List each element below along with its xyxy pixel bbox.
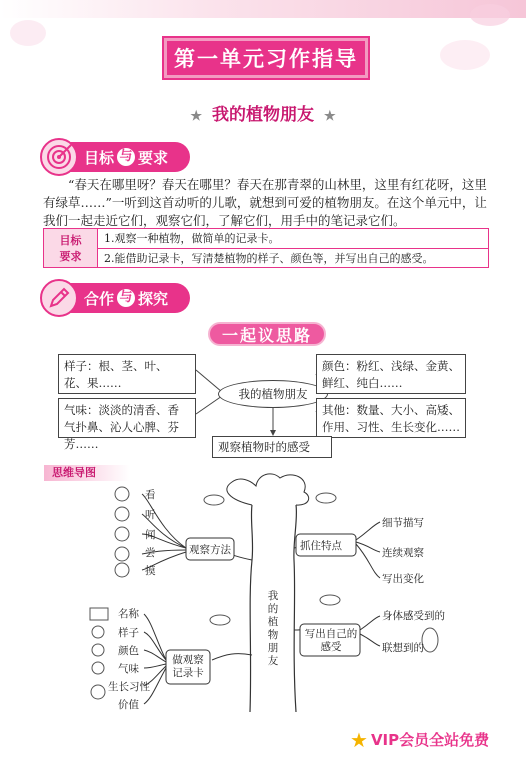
card-item: 名称: [118, 608, 139, 620]
idea-box-other: 其他：数量、大小、高矮、作用、习性、生长变化……: [316, 398, 466, 438]
feature-node: 抓住特点: [300, 540, 342, 552]
idea-box-feeling: 观察植物时的感受: [212, 436, 332, 458]
method-item: 尝: [145, 547, 156, 559]
method-node: 观察方法: [189, 544, 231, 556]
idea-map-center: 我的植物朋友: [218, 380, 328, 408]
intro-paragraph: “春天在哪里呀？春天在哪里？春天在那青翠的山林里，这里有红花呀，这里有绿草……”一听到这首动听的儿歌，就想到可爱的植物朋友。在这个单元中，让我们一起走近它们，观察它们，了解它们，用手中的笔记录它们。: [43, 177, 487, 228]
feature-item: 写出变化: [382, 573, 424, 585]
card-item: 生长习性: [108, 681, 150, 693]
goals-label-line-2: 要求: [59, 250, 82, 263]
vip-text: VIP会员全站免费: [370, 731, 490, 749]
idea-box-smell: 气味：淡淡的清香、香气扑鼻、沁人心脾、芬芳……: [58, 398, 196, 438]
goals-label-line-1: 目标: [59, 234, 82, 247]
think-title: 一起议思路: [208, 322, 326, 346]
goals-title-right: 要求: [138, 148, 169, 167]
method-item: 看: [145, 489, 156, 501]
explore-title-left: 合作: [84, 289, 115, 308]
star-icon: ★: [324, 109, 336, 124]
feature-item: 连续观察: [382, 547, 424, 559]
mind-map-tag: 思维导图: [44, 465, 130, 481]
feeling-node: 写出自己的感受: [304, 628, 358, 653]
card-item: 颜色: [118, 645, 139, 657]
idea-box-color: 颜色：粉红、浅绿、金黄、鲜红、纯白……: [316, 354, 466, 394]
card-node: 做观察记录卡: [172, 654, 204, 679]
trunk-label: 我 的 植 物 朋 友: [267, 590, 279, 667]
unit-title: 第一单元习作指导: [174, 47, 358, 71]
idea-box-appearance: 样子：根、茎、叶、花、果……: [58, 354, 196, 394]
card-item: 气味: [118, 663, 139, 675]
method-item: 听: [145, 509, 156, 521]
goal-item: 1.观察一种植物，做简单的记录卡。: [104, 232, 280, 245]
explore-title-amp: 与: [117, 289, 135, 307]
explore-title-right: 探究: [138, 289, 169, 308]
method-item: 摸: [145, 565, 156, 577]
feature-item: 细节描写: [382, 517, 424, 529]
feeling-item: 联想到的: [382, 642, 424, 654]
goals-title-left: 目标: [84, 148, 115, 167]
star-icon: ★: [190, 109, 202, 124]
card-item: 价值: [118, 699, 139, 711]
feeling-item: 身体感受到的: [382, 610, 445, 622]
star-icon: ★: [350, 728, 368, 752]
goal-item: 2.能借助记录卡，写清楚植物的样子、颜色等，并写出自己的感受。: [98, 248, 488, 267]
method-item: 闻: [145, 529, 156, 541]
lesson-title-text: 我的植物朋友: [212, 105, 314, 125]
goals-title-amp: 与: [117, 148, 135, 166]
vip-banner[interactable]: [350, 728, 489, 752]
card-item: 样子: [118, 627, 139, 639]
